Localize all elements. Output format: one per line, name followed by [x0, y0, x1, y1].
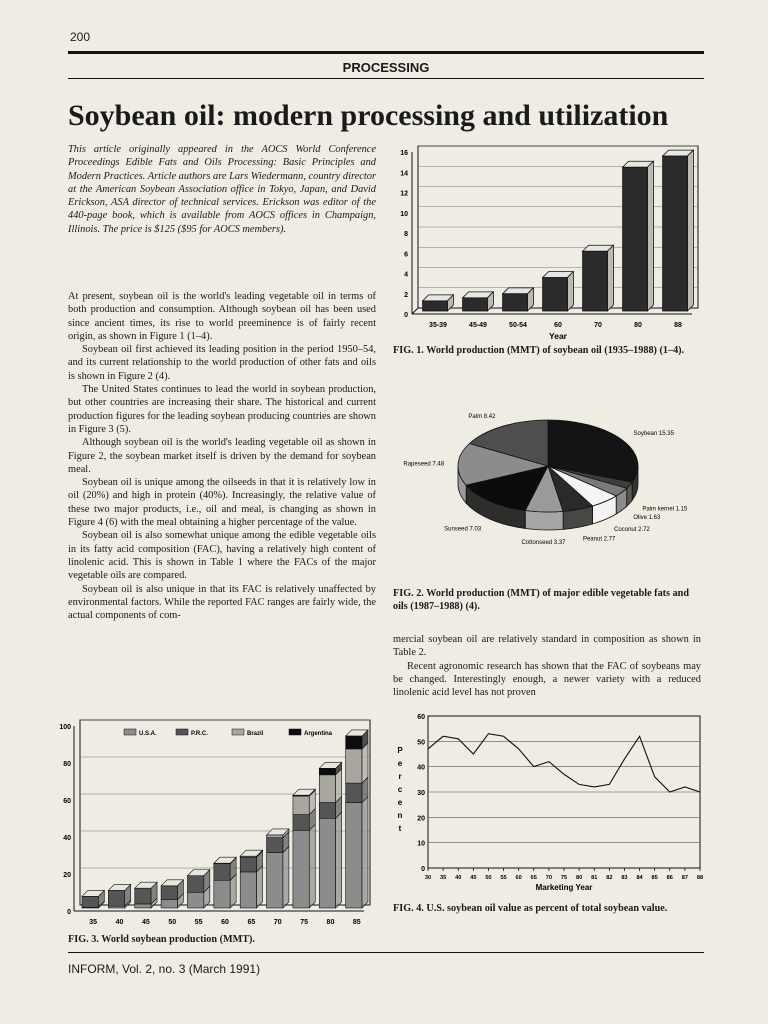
bar-segment — [135, 888, 151, 904]
figure-4-line-chart — [388, 708, 710, 900]
y-tick-label: 0 — [421, 866, 425, 873]
x-tick-label: 60 — [515, 875, 522, 881]
x-tick-label: 55 — [194, 919, 203, 926]
bar-segment — [346, 803, 362, 908]
pie-label: Coconut 2.72 — [614, 526, 650, 533]
figure-2-pie-chart — [388, 400, 708, 583]
x-tick-label: 50 — [168, 919, 177, 926]
x-tick-label: 88 — [696, 875, 704, 881]
bar — [583, 251, 608, 311]
figure-3-stacked-bar-chart — [52, 712, 377, 932]
x-tick-label: 65 — [530, 875, 537, 881]
bar-segment — [319, 803, 335, 819]
figure-3-caption: FIG. 3. World soybean production (MMT). — [68, 934, 255, 945]
body-column-right — [393, 633, 701, 699]
bar — [543, 278, 568, 311]
y-tick-label: 20 — [417, 815, 425, 823]
y-tick-label: 0 — [404, 312, 408, 319]
bar-side-face — [687, 150, 693, 311]
x-tick-label: 83 — [621, 875, 628, 881]
x-tick-label: 40 — [455, 875, 462, 881]
bar — [463, 298, 488, 311]
bar-segment — [135, 904, 151, 908]
legend-label: U.S.A. — [139, 731, 157, 737]
body-paragraph: Soybean oil is also somewhat unique among the edible vegetable oils in its fatty acid composition (FAC), having a relatively high content of linolenic acid. This is shown in Table 1 where the FACs of the major vegetable oils are compared. — [68, 530, 376, 582]
bar-segment — [187, 892, 203, 908]
bar — [663, 156, 688, 311]
x-tick-label: 70 — [273, 919, 282, 926]
x-tick-label: 35 — [439, 875, 447, 881]
x-tick-label: 85 — [651, 875, 658, 881]
x-tick-label: 60 — [221, 919, 229, 926]
pie-label: Rapeseed 7.48 — [403, 461, 445, 468]
x-tick-label: 35 — [89, 919, 98, 926]
body-paragraph: mercial soybean oil are relatively standard in composition as shown in Table 2. — [393, 634, 701, 659]
pie-label: Cottonseed 3.37 — [521, 539, 566, 546]
y-tick-label: 12 — [400, 190, 408, 198]
figure-4-caption: FIG. 4. U.S. soybean oil value as percent of total soybean value. — [393, 903, 668, 914]
y-tick-label: 20 — [63, 872, 71, 879]
bar-segment — [319, 775, 335, 803]
x-tick-label: 45-49 — [469, 322, 487, 329]
bar-side-face — [647, 161, 653, 311]
bar-segment-side — [309, 824, 315, 908]
y-tick-label: 30 — [417, 790, 425, 797]
section-rule — [68, 78, 704, 79]
legend-label: P.R.C. — [191, 731, 208, 737]
y-tick-label: 10 — [417, 840, 425, 848]
x-tick-label: 82 — [606, 875, 613, 881]
footer-citation: INFORM, Vol. 2, no. 3 (March 1991) — [68, 962, 261, 976]
x-tick-label: 70 — [545, 875, 553, 881]
y-tick-label: 80 — [63, 761, 71, 768]
bar-segment — [293, 830, 309, 908]
x-tick-label: 80 — [575, 875, 583, 881]
body-paragraph: Although soybean oil is the world's leading vegetable oil as shown in Figure 2, the soybean market itself is driven by the demand for soybean meal. — [68, 437, 376, 475]
body-column-left — [68, 290, 376, 622]
x-tick-label: 87 — [681, 875, 689, 881]
bar — [423, 301, 448, 311]
bar-segment — [267, 835, 283, 838]
figure-1-caption: FIG. 1. World production (MMT) of soybean oil (1935–1988) (1–4). — [393, 345, 685, 356]
bar-segment — [82, 896, 98, 907]
x-tick-label: 40 — [115, 919, 124, 926]
y-tick-label: 50 — [417, 739, 425, 747]
x-tick-label: 65 — [247, 919, 256, 926]
data-line — [428, 734, 700, 792]
bar-segment — [187, 876, 203, 893]
x-tick-label: 45 — [470, 875, 477, 881]
body-paragraph: Recent agronomic research has shown that the FAC of soybeans may be changed. Interestingly enough, a newer variety with a reduced linolenic acid level has not proven — [393, 660, 701, 699]
bar-segment — [346, 736, 362, 749]
x-tick-label: 50 — [485, 875, 492, 881]
x-tick-label: 55 — [500, 875, 507, 881]
y-tick-label: 8 — [404, 231, 408, 238]
x-tick-label: 75 — [300, 919, 308, 926]
y-tick-label: 40 — [63, 835, 71, 842]
bar-side-face — [567, 272, 573, 311]
pie-label: Soybean 15.35 — [633, 431, 674, 438]
article-title: Soybean oil: modern processing and utilization — [68, 99, 669, 132]
y-tick-label: 2 — [404, 291, 408, 299]
x-tick-label: 45 — [142, 919, 150, 926]
pie-label: Peanut 2.77 — [582, 536, 616, 543]
body-paragraph: Soybean oil is unique among the oilseeds in that it is relatively low in oil (20%) and high in protein (40%). Increasingly, the relative value of these two major products, i.e., oil and meal, is changing as shown in Figure 4 (6) with the meal obtaining a higher percentage of the value. — [68, 477, 376, 529]
legend-swatch — [232, 729, 244, 735]
section-heading: PROCESSING — [342, 60, 430, 75]
pie-label: Palm kernel 1.15 — [642, 506, 688, 513]
x-tick-label: 60 — [554, 322, 562, 329]
page-number: 200 — [70, 30, 91, 44]
x-tick-label: 50-54 — [509, 322, 527, 329]
bar-segment — [161, 900, 177, 908]
bar-side-face — [607, 245, 613, 311]
bar-segment — [214, 880, 230, 908]
bar-segment — [240, 857, 256, 872]
bar-segment — [319, 768, 335, 774]
x-tick-label: 30 — [424, 875, 432, 881]
bar — [623, 167, 648, 311]
bar-segment — [346, 783, 362, 802]
x-tick-label: 80 — [634, 322, 642, 329]
bar-segment — [319, 818, 335, 908]
pie-label: Olive 1.63 — [633, 515, 661, 522]
y-tick-label: 16 — [400, 150, 408, 157]
y-tick-label: 4 — [404, 271, 408, 279]
x-tick-label: 85 — [352, 919, 361, 926]
figure-2-caption: FIG. 2. World production (MMT) of major edible vegetable fats and oils (1987–1988) (4). — [393, 588, 689, 612]
y-tick-label: 100 — [59, 724, 71, 731]
pie-label: Sunseed 7.03 — [444, 526, 482, 533]
figure-1-bar-chart — [388, 138, 708, 343]
legend-swatch — [289, 729, 301, 735]
bar-segment — [293, 815, 309, 831]
body-paragraph: Soybean oil first achieved its leading position in the period 1950–54, and its current relationship to the world production of other fats and oils is shown in Figure 2 (4). — [68, 344, 376, 382]
x-tick-label: 81 — [591, 875, 598, 881]
bar-segment-side — [283, 847, 289, 909]
body-paragraph: At present, soybean oil is the world's leading vegetable oil in terms of both production and consumption. Although soybean oil has been used since ancient times, its rise to world preeminence is of fairly recent origin, as shown in Figure 1 (1–4). — [68, 291, 376, 342]
legend-swatch — [176, 729, 188, 735]
bar-segment — [108, 890, 124, 906]
pie-label: Palm 8.42 — [468, 413, 496, 420]
x-tick-label: 86 — [666, 875, 673, 881]
x-tick-label: 70 — [594, 322, 602, 329]
footer-rule — [68, 952, 704, 953]
bar-segment — [214, 864, 230, 881]
y-tick-label: 0 — [67, 909, 71, 916]
bar-segment — [293, 796, 309, 815]
x-axis-label: Marketing Year — [535, 883, 593, 892]
legend-label: Argentina — [304, 731, 333, 737]
bar-segment-side — [336, 812, 342, 908]
x-tick-label: 80 — [326, 919, 335, 926]
body-paragraph: Soybean oil is also unique in that its FAC is relatively unaffected by environmental factors. While the reported FAC ranges are fairly wide, the actual components of com- — [68, 583, 376, 622]
y-axis-label: P e r c e n t — [397, 746, 403, 833]
bar-segment-side — [362, 743, 368, 783]
article-intro: This article originally appeared in the AOCS World Conference Proceedings Edible Fats and Oils Processing: Basic Principles and Modern Practices. Article authors are Lars Wiedermann, country director at the American Soybean Association office in Tokyo, Japan, and David Erickson, ASA director of technical services. Erickson was editor of the 440-page book, which is available from AOCS offices in Champaign, Illinois. The price is $125 ($95 for AOCS members). — [68, 144, 376, 235]
bar-segment — [161, 886, 177, 900]
y-tick-label: 60 — [63, 798, 71, 805]
bar-segment — [240, 872, 256, 908]
bar-segment — [346, 749, 362, 783]
header-rule — [68, 51, 704, 54]
bar-segment — [267, 853, 283, 909]
y-tick-label: 14 — [400, 170, 408, 178]
y-tick-label: 40 — [417, 764, 425, 772]
pie-slice-side — [525, 511, 563, 530]
bar — [503, 294, 528, 311]
y-tick-label: 10 — [400, 210, 408, 218]
x-tick-label: 84 — [636, 875, 643, 881]
bar-segment-side — [257, 866, 263, 908]
x-tick-label: 88 — [674, 322, 682, 329]
body-paragraph: The United States continues to lead the world in soybean production, but other countries are increasing their share. The historical and current production figures for the leading soybean producing countries are shown in Figure 3 (5). — [68, 384, 376, 435]
legend-swatch — [124, 729, 136, 735]
depth-edge — [412, 308, 418, 314]
y-tick-label: 60 — [417, 714, 425, 721]
legend-label: Brazil — [247, 731, 264, 737]
x-axis-label: Year — [549, 331, 567, 341]
bar-segment — [267, 838, 283, 853]
x-tick-label: 75 — [560, 875, 568, 881]
y-tick-label: 6 — [404, 251, 408, 259]
x-tick-label: 35-39 — [429, 322, 447, 329]
bar-segment-side — [362, 797, 368, 908]
